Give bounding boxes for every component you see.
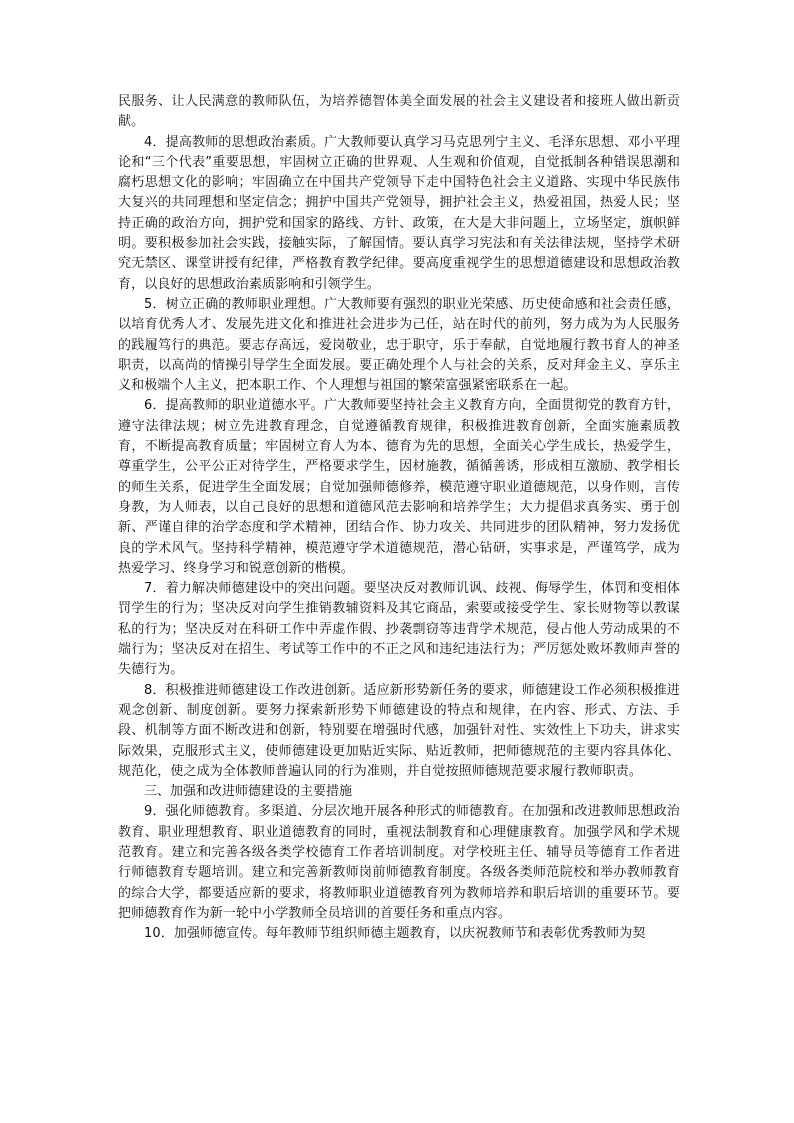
document-page [118, 92, 680, 944]
paragraph-item-9: 9．强化师德教育。多渠道、分层次地开展各种形式的师德教育。在加强和改进教师思想政治教育、职业理想教育、职业道德教育的同时，重视法制教育和心理健康教育。加强学风和学术规范教育。建立和完善各级各类学校德育工作者培训制度。对学校班主任、辅导员等德育工作者进行师德教育专题培训。建立和完善新教师岗前师德教育制度。各级各类师范院校和举办教师教育的综合大学，都要适应新的要求，将教师职业道德教育列为教师培养和职后培训的重要环节。要把师德教育作为新一轮中小学教师全员培训的首要任务和重点内容。 [118, 804, 680, 921]
paragraph-item-7: 7．着力解决师德建设中的突出问题。要坚决反对教师讥讽、歧视、侮辱学生，体罚和变相体罚学生的行为；坚决反对向学生推销教辅资料及其它商品，索要或接受学生、家长财物等以教谋私的行为；坚决反对在科研工作中弄虚作假、抄袭剽窃等违背学术规范，侵占他人劳动成果的不端行为；坚决反对在招生、考试等工作中的不正之风和违纪违法行为；严厉惩处败坏教师声誉的失德行为。 [118, 581, 680, 678]
paragraph-item-4: 4．提高教师的思想政治素质。广大教师要认真学习马克思列宁主义、毛泽东思想、邓小平理论和“三个代表”重要思想，牢固树立正确的世界观、人生观和价值观，自觉抵制各种错误思潮和腐朽思想文化的影响；牢固确立在中国共产党领导下走中国特色社会主义道路、实现中华民族伟大复兴的共同理想和坚定信念；拥护中国共产党领导，拥护社会主义，热爱祖国，热爱人民；坚持正确的政治方向，拥护党和国家的路线、方针、政策，在大是大非问题上，立场坚定，旗帜鲜明。要积极参加社会实践，接触实际，了解国情。要认真学习宪法和有关法律法规，坚持学术研究无禁区、课堂讲授有纪律，严格教育教学纪律。要高度重视学生的思想道德建设和思想政治教育，以良好的思想政治素质影响和引领学生。 [118, 134, 680, 292]
paragraph-continuation: 民服务、让人民满意的教师队伍，为培养德智体美全面发展的社会主义建设者和接班人做出新贡献。 [118, 94, 680, 130]
paragraph-item-8: 8．积极推进师德建设工作改进创新。适应新形势新任务的要求，师德建设工作必须积极推进观念创新、制度创新。要努力探索新形势下师德建设的特点和规律，在内容、形式、方法、手段、机制等方面不断改进和创新，特别要在增强时代感，加强针对性、实效性上下功夫，讲求实际效果，克服形式主义，使师德建设更加贴近实际、贴近教师，把师德规范的主要内容具体化、规范化，使之成为全体教师普遍认同的行为准则，并自觉按照师德规范要求履行教师职责。 [118, 682, 680, 779]
paragraph-item-6: 6．提高教师的职业道德水平。广大教师要坚持社会主义教育方向，全面贯彻党的教育方针，遵守法律法规；树立先进教育理念，自觉遵循教育规律，积极推进教育创新，全面实施素质教育，不断提高教育质量；牢固树立育人为本、德育为先的思想，全面关心学生成长，热爱学生，尊重学生，公平公正对待学生，严格要求学生，因材施教，循循善诱，形成相互激励、教学相长的师生关系，促进学生全面发展；自觉加强师德修养，模范遵守职业道德规范，以身作则，言传身教，为人师表，以自己良好的思想和道德风范去影响和培养学生；大力提倡求真务实、勇于创新、严谨自律的治学态度和学术精神，团结合作、协力攻关、共同进步的团队精神，努力发扬优良的学术风气。坚持科学精神，模范遵守学术道德规范，潜心钻研，实事求是，严谨笃学，成为热爱学习、终身学习和锐意创新的楷模。 [118, 398, 680, 576]
section-heading: 三、加强和改进师德建设的主要措施 [144, 784, 353, 800]
paragraph-item-5: 5．树立正确的教师职业理想。广大教师要有强烈的职业光荣感、历史使命感和社会责任感，以培育优秀人才、发展先进文化和推进社会进步为己任，站在时代的前列，努力成为为人民服务的践履笃行的典范。要志存高远，爱岗敬业，忠于职守，乐于奉献，自觉地履行教书育人的神圣职责，以高尚的情操引导学生全面发展。要正确处理个人与社会的关系，反对拜金主义、享乐主义和极端个人主义，把本职工作、个人理想与祖国的繁荣富强紧密联系在一起。 [118, 296, 680, 394]
paragraph-item-10: 10．加强师德宣传。每年教师节组织师德主题教育，以庆祝教师节和表彰优秀教师为契 [144, 926, 646, 942]
